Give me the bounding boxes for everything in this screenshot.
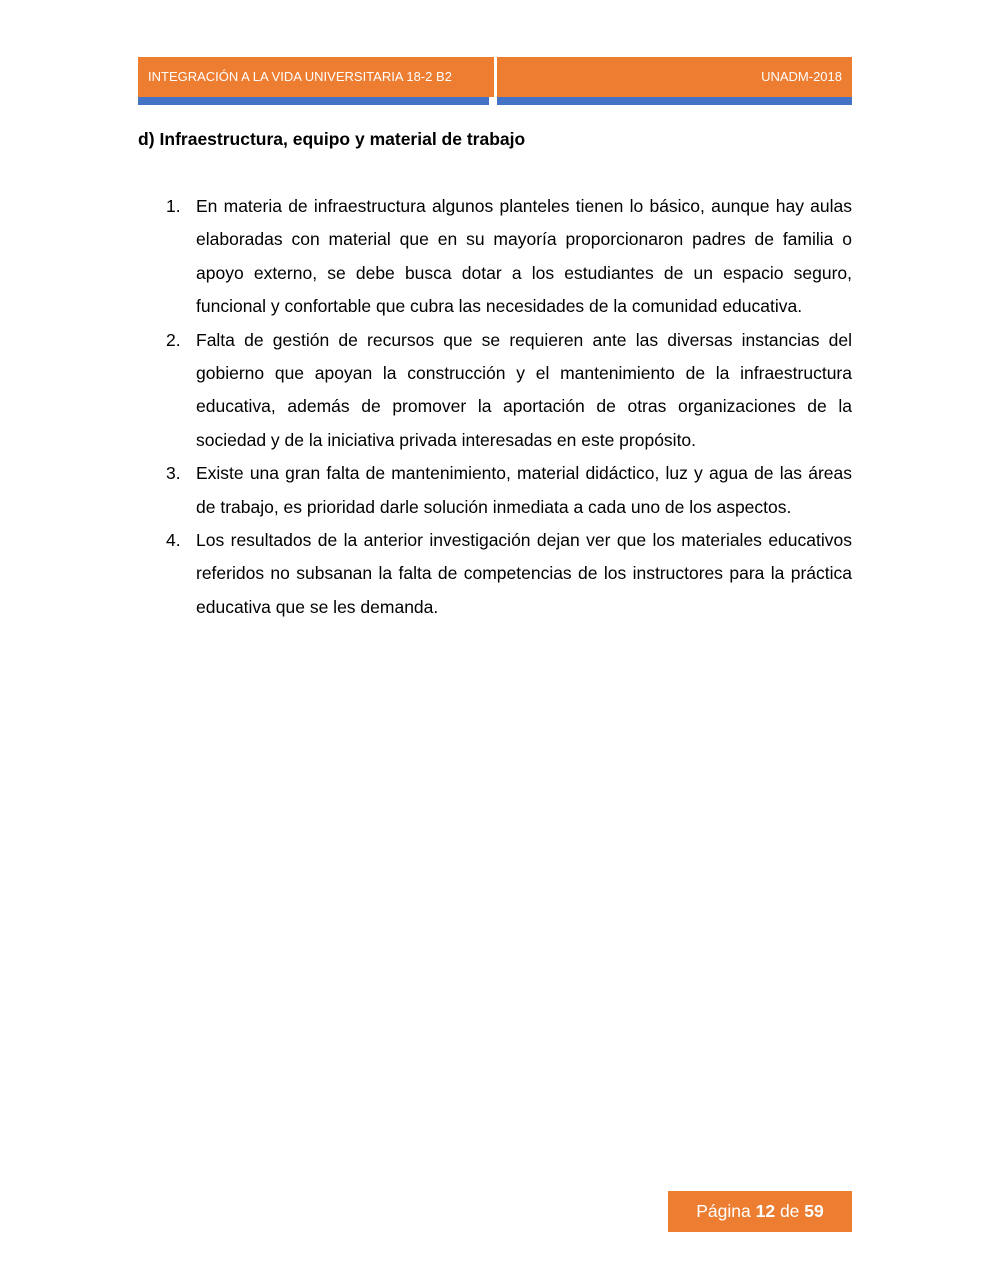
section-title-text: Infraestructura, equipo y material de trabajo [159,129,526,149]
list-item [166,457,852,524]
current-page-number: 12 [755,1201,776,1221]
section-letter: d) [138,129,155,149]
list-item-number: 1. [166,196,181,216]
section-heading [138,129,525,150]
list-item-number: 3. [166,463,181,484]
page-number-box [668,1191,852,1232]
list-item-text: En materia de infraestructura algunos planteles tienen lo básico, aunque hay aulas elaboradas con material que en su mayoría proporcionaron padres de familia o apoyo externo, se debe busca dotar a los estudiantes de un espacio seguro, funcional y confortable que cubra las necesidades de la comunidad educativa. [196,196,852,317]
list-item-number: 4. [166,530,181,551]
list-item [166,190,852,324]
of-label: de [779,1201,800,1221]
numbered-list [166,190,852,624]
header-underline-left [138,97,489,105]
list-item [166,524,852,624]
list-item [166,324,852,458]
list-item-text: Existe una gran falta de mantenimiento, material didáctico, luz y agua de las áreas de trabajo, es prioridad darle solución inmediata a cada uno de los aspectos. [196,463,852,517]
header-course-title: INTEGRACIÓN A LA VIDA UNIVERSITARIA 18-2 B2 [138,57,494,97]
header-underline-right [497,97,852,105]
list-item-text: Falta de gestión de recursos que se requieren ante las diversas instancias del gobierno que apoyan la construcción y el mantenimiento de la infraestructura educativa, además de promover la aportación de otras organizaciones de la sociedad y de la iniciativa privada interesadas en este propósito. [196,329,852,450]
page-header [138,57,852,97]
total-pages: 59 [804,1201,824,1221]
list-item-text: Los resultados de la anterior investigación dejan ver que los materiales educativos referidos no subsanan la falta de competencias de los instructores para la práctica educativa que se les demanda. [196,530,852,617]
header-institution: UNADM-2018 [497,57,852,97]
page-label: Página [696,1201,751,1221]
list-item-number: 2. [166,329,181,350]
